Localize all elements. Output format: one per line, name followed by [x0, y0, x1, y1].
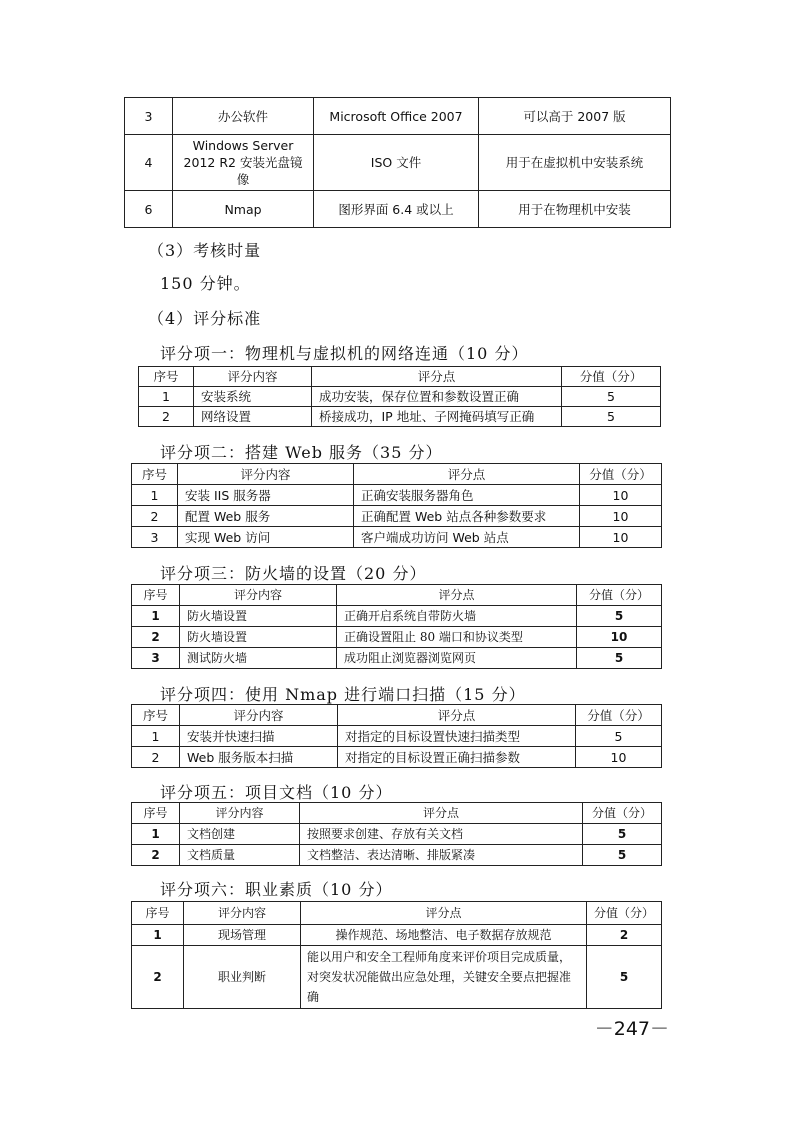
section-title: （4）评分标准 — [148, 309, 262, 328]
table-cell: 安装系统 — [194, 387, 312, 407]
table-cell: 正确配置 Web 站点各种参数要求 — [354, 506, 580, 527]
table-row — [132, 606, 662, 627]
scoring-table-4 — [131, 704, 662, 768]
table-cell: 文档整洁、表达清晰、排版紧凑 — [300, 845, 583, 866]
table-cell: Windows Server 2012 R2 安装光盘镜像 — [173, 135, 314, 191]
column-header: 评分点 — [300, 803, 583, 824]
column-header: 分值（分） — [580, 464, 662, 485]
table-row — [132, 946, 662, 1009]
table-cell: 1 — [132, 485, 178, 506]
table-cell: 4 — [125, 135, 173, 191]
table-cell: 能以用户和安全工程师角度来评价项目完成质量，对突发状况能做出应急处理，关键安全要点把握准确 — [301, 946, 587, 1009]
table-row — [132, 747, 662, 768]
table-cell: 文档创建 — [180, 824, 300, 845]
column-header: 分值（分） — [583, 803, 662, 824]
column-header: 序号 — [132, 902, 184, 925]
table-cell: 10 — [580, 485, 662, 506]
table-row — [132, 527, 662, 548]
section-body: 150 分钟。 — [160, 274, 251, 293]
table-cell: 安装 IIS 服务器 — [178, 485, 354, 506]
table-cell: 5 — [577, 648, 662, 669]
table-cell: 10 — [576, 747, 662, 768]
table-cell: 2 — [587, 925, 662, 946]
table-header-row — [132, 803, 662, 824]
table-cell: 2 — [132, 627, 180, 648]
column-header: 序号 — [132, 803, 180, 824]
column-header: 序号 — [132, 705, 180, 726]
table-header-row — [132, 464, 662, 485]
table-cell: 1 — [139, 387, 194, 407]
table-row — [125, 135, 671, 191]
column-header: 评分内容 — [178, 464, 354, 485]
column-header: 分值（分） — [562, 367, 661, 387]
table-cell: 1 — [132, 726, 180, 747]
table-cell: 正确开启系统自带防火墙 — [337, 606, 577, 627]
table-cell: 6 — [125, 191, 173, 228]
table-cell: Nmap — [173, 191, 314, 228]
table-cell: 正确设置阻止 80 端口和协议类型 — [337, 627, 577, 648]
table-cell: 3 — [132, 648, 180, 669]
table-cell: 2 — [132, 747, 180, 768]
table-row — [125, 191, 671, 228]
scoring-table-1 — [138, 366, 661, 427]
table-cell: 10 — [580, 527, 662, 548]
scoring-table-3 — [131, 584, 662, 669]
table-cell: 实现 Web 访问 — [178, 527, 354, 548]
table-cell: 5 — [577, 606, 662, 627]
column-header: 评分点 — [337, 585, 577, 606]
table-cell: 安装并快速扫描 — [180, 726, 338, 747]
software-table — [124, 97, 671, 228]
table-cell: 5 — [583, 845, 662, 866]
table-cell: 2 — [139, 407, 194, 427]
table-cell: 1 — [132, 606, 180, 627]
table-cell: 职业判断 — [184, 946, 301, 1009]
table-cell: 2 — [132, 845, 180, 866]
table-header-row — [139, 367, 661, 387]
table-cell: 正确安装服务器角色 — [354, 485, 580, 506]
column-header: 评分内容 — [194, 367, 312, 387]
table-cell: 5 — [576, 726, 662, 747]
table-cell: 办公软件 — [173, 98, 314, 135]
table-row — [132, 506, 662, 527]
table-cell: 防火墙设置 — [180, 627, 337, 648]
table-cell: 用于在物理机中安装 — [479, 191, 671, 228]
table-cell: 防火墙设置 — [180, 606, 337, 627]
table-cell: 现场管理 — [184, 925, 301, 946]
table-cell: 测试防火墙 — [180, 648, 337, 669]
table-cell: 2 — [132, 506, 178, 527]
item-title: 评分项一：物理机与虚拟机的网络连通（10 分） — [160, 344, 529, 363]
column-header: 评分点 — [301, 902, 587, 925]
table-cell: 桥接成功，IP 地址、子网掩码填写正确 — [312, 407, 562, 427]
table-row — [139, 387, 661, 407]
column-header: 评分内容 — [180, 585, 337, 606]
column-header: 评分点 — [354, 464, 580, 485]
table-cell: 1 — [132, 824, 180, 845]
table-cell: 对指定的目标设置正确扫描参数 — [338, 747, 576, 768]
page-number: －247－ — [594, 1018, 669, 1040]
table-row — [132, 824, 662, 845]
table-row — [132, 648, 662, 669]
table-cell: Microsoft Office 2007 — [314, 98, 479, 135]
table-cell: 客户端成功访问 Web 站点 — [354, 527, 580, 548]
scoring-table-5 — [131, 802, 662, 866]
table-cell: 可以高于 2007 版 — [479, 98, 671, 135]
table-cell: 1 — [132, 925, 184, 946]
item-title: 评分项三：防火墙的设置（20 分） — [160, 564, 427, 583]
column-header: 分值（分） — [577, 585, 662, 606]
column-header: 评分内容 — [180, 705, 338, 726]
table-cell: 3 — [132, 527, 178, 548]
table-cell: 10 — [577, 627, 662, 648]
column-header: 评分点 — [312, 367, 562, 387]
item-title: 评分项二：搭建 Web 服务（35 分） — [160, 443, 443, 462]
column-header: 分值（分） — [576, 705, 662, 726]
table-cell: ISO 文件 — [314, 135, 479, 191]
table-cell: 5 — [587, 946, 662, 1009]
column-header: 序号 — [139, 367, 194, 387]
column-header: 评分点 — [338, 705, 576, 726]
table-row — [132, 726, 662, 747]
table-cell: Web 服务版本扫描 — [180, 747, 338, 768]
table-cell: 配置 Web 服务 — [178, 506, 354, 527]
table-cell: 按照要求创建、存放有关文档 — [300, 824, 583, 845]
table-header-row — [132, 585, 662, 606]
item-title: 评分项六：职业素质（10 分） — [160, 880, 393, 899]
table-cell: 对指定的目标设置快速扫描类型 — [338, 726, 576, 747]
column-header: 评分内容 — [180, 803, 300, 824]
column-header: 分值（分） — [587, 902, 662, 925]
table-cell: 用于在虚拟机中安装系统 — [479, 135, 671, 191]
item-title: 评分项五：项目文档（10 分） — [160, 783, 393, 802]
table-cell: 5 — [562, 407, 661, 427]
table-cell: 文档质量 — [180, 845, 300, 866]
scoring-table-6 — [131, 901, 662, 1009]
table-cell: 5 — [583, 824, 662, 845]
scoring-table-2 — [131, 463, 662, 548]
table-cell: 网络设置 — [194, 407, 312, 427]
table-cell: 2 — [132, 946, 184, 1009]
table-cell: 成功安装，保存位置和参数设置正确 — [312, 387, 562, 407]
table-cell: 图形界面 6.4 或以上 — [314, 191, 479, 228]
table-cell: 10 — [580, 506, 662, 527]
column-header: 评分内容 — [184, 902, 301, 925]
table-cell: 5 — [562, 387, 661, 407]
section-title: （3）考核时量 — [148, 241, 262, 260]
table-row — [132, 627, 662, 648]
table-header-row — [132, 902, 662, 925]
table-cell: 成功阻止浏览器浏览网页 — [337, 648, 577, 669]
table-row — [132, 925, 662, 946]
table-header-row — [132, 705, 662, 726]
table-row — [132, 845, 662, 866]
column-header: 序号 — [132, 464, 178, 485]
table-cell: 3 — [125, 98, 173, 135]
table-row — [125, 98, 671, 135]
table-row — [132, 485, 662, 506]
table-cell: 操作规范、场地整洁、电子数据存放规范 — [301, 925, 587, 946]
column-header: 序号 — [132, 585, 180, 606]
item-title: 评分项四：使用 Nmap 进行端口扫描（15 分） — [160, 685, 526, 704]
table-row — [139, 407, 661, 427]
